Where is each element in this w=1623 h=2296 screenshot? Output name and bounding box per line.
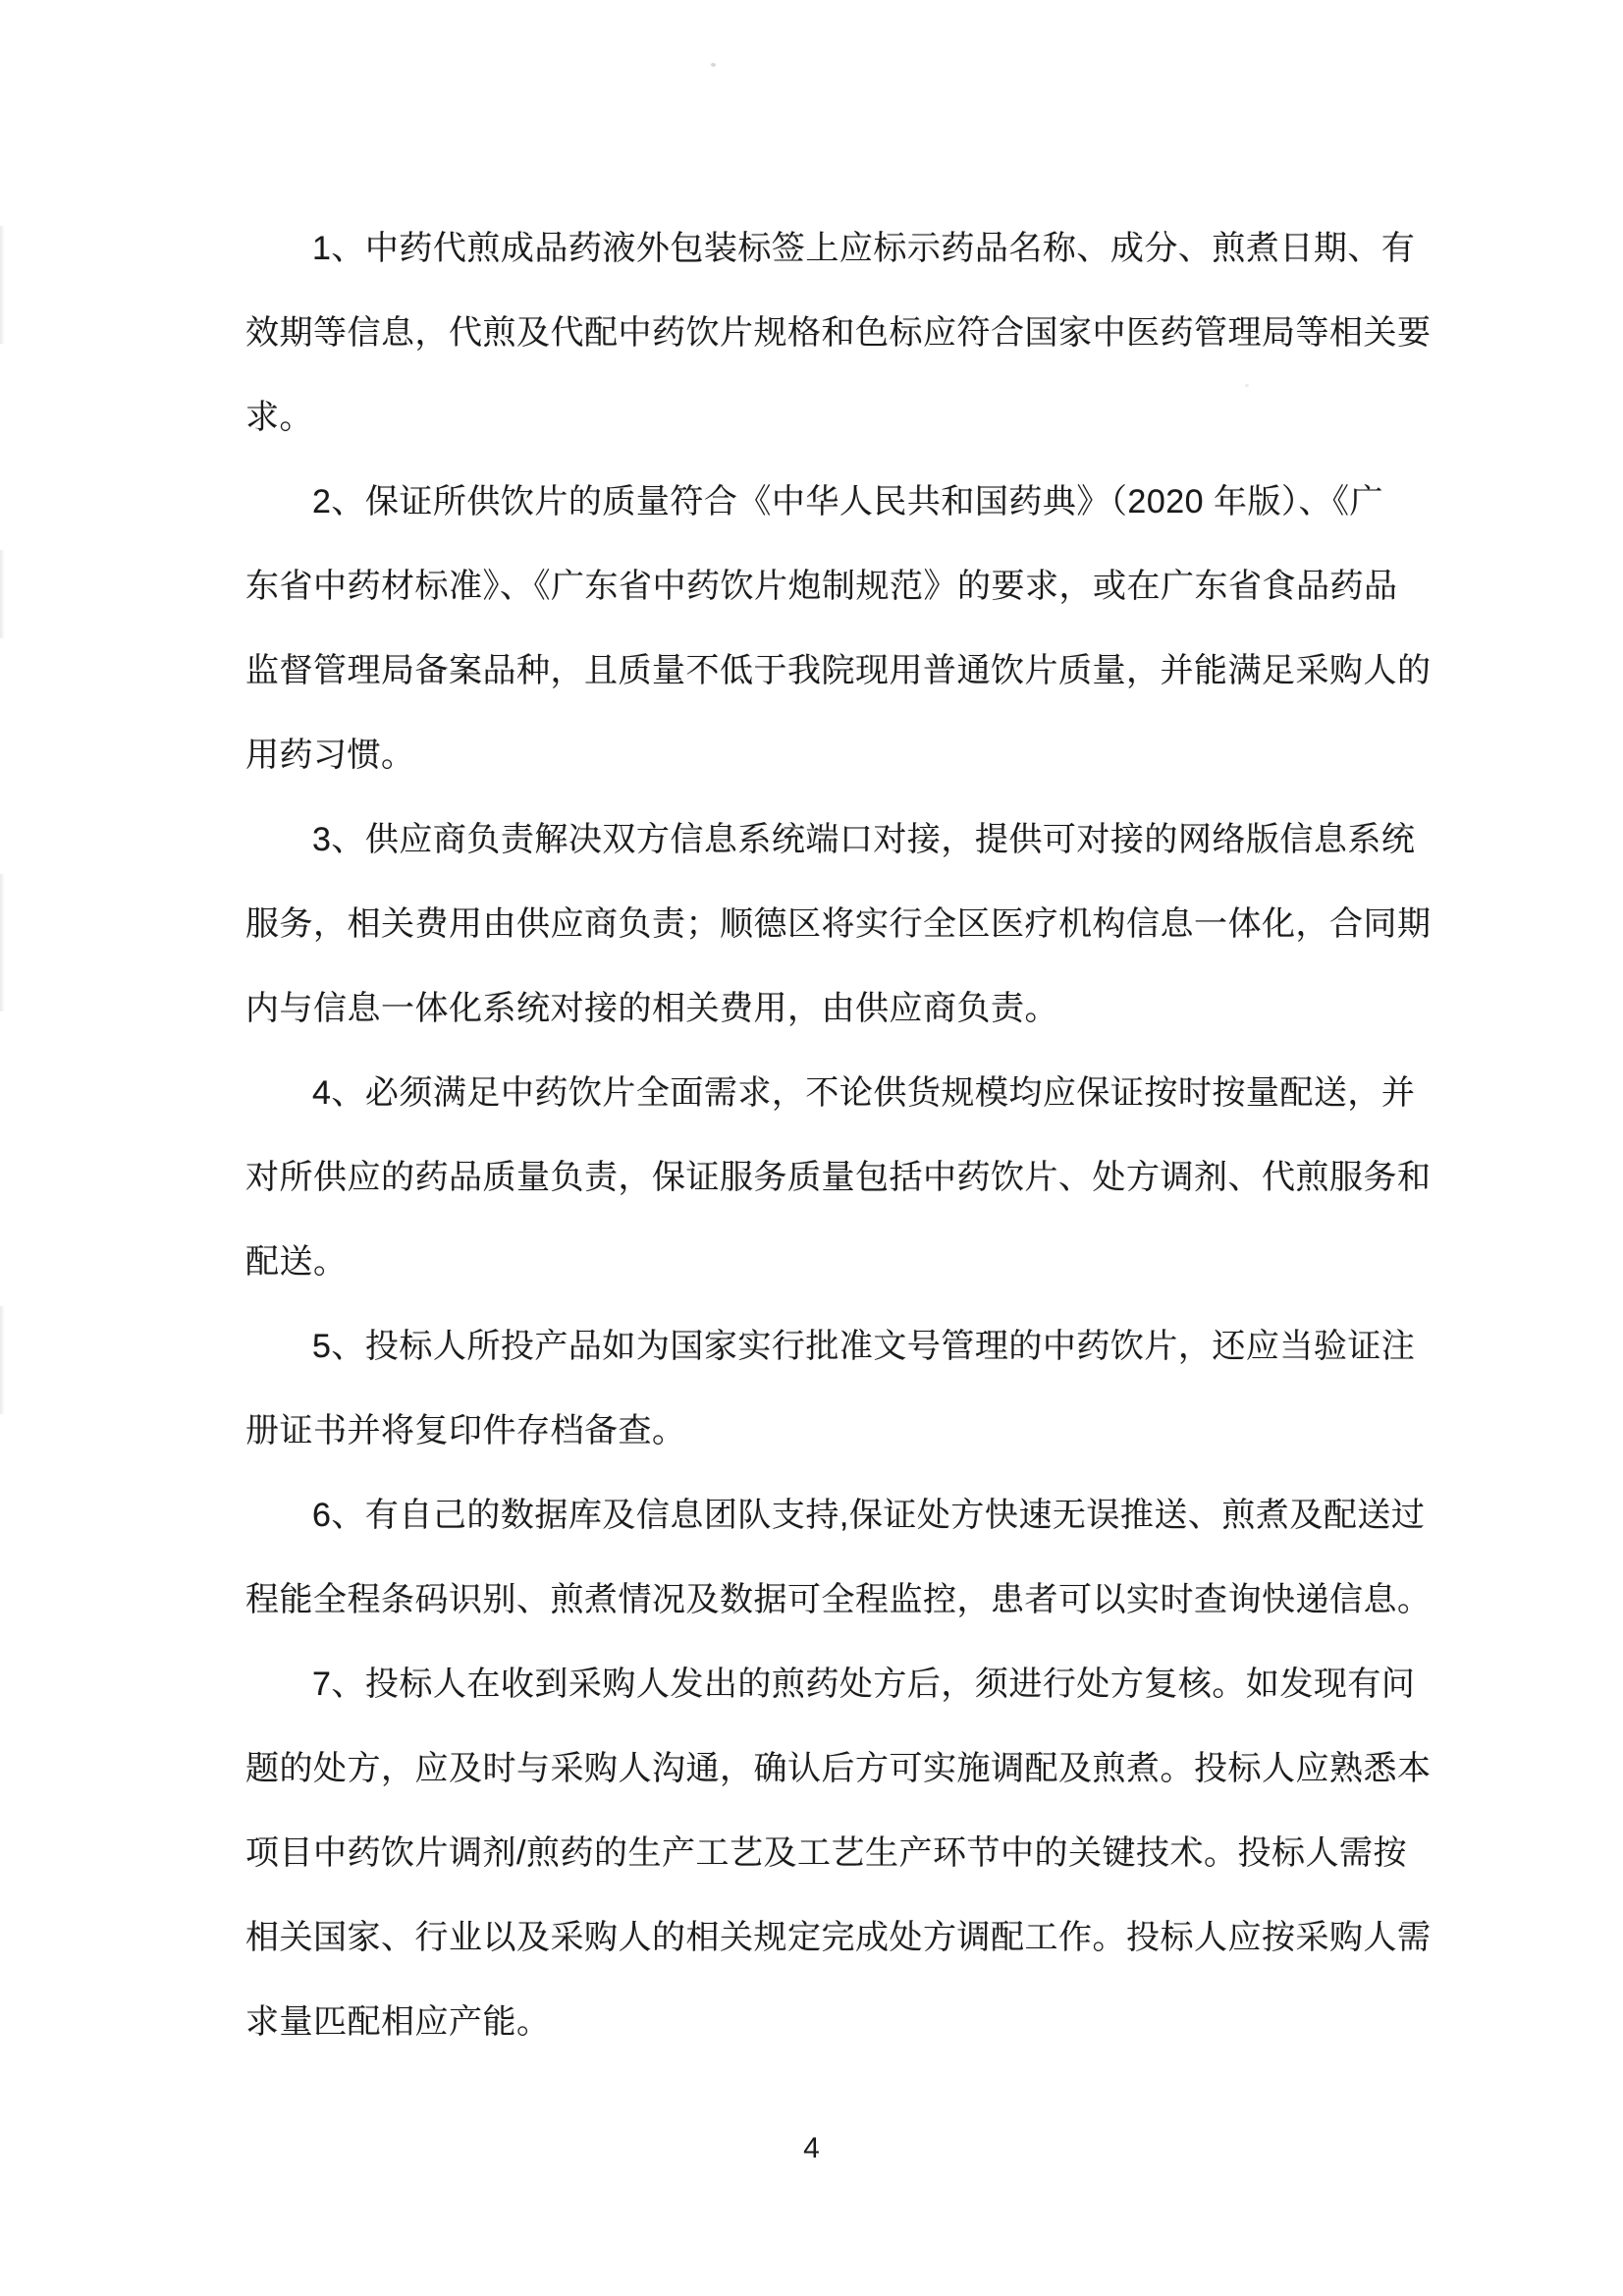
text-line: 对所供应的药品质量负责，保证服务质量包括中药饮片、处方调剂、代煎服务和 [245, 1159, 1432, 1196]
text-line: 7、投标人在收到采购人发出的煎药处方后，须进行处方复核。如发现有问 [312, 1666, 1416, 1703]
text-line: 效期等信息，代煎及代配中药饮片规格和色标应符合国家中医药管理局等相关要 [245, 314, 1432, 352]
text-line: 监督管理局备案品种，且质量不低于我院现用普通饮片质量，并能满足采购人的 [245, 652, 1432, 689]
text-line: 用药习惯。 [245, 737, 415, 774]
scan-edge-artifact [0, 550, 5, 638]
text-line: 5、投标人所投产品如为国家实行批准文号管理的中药饮片，还应当验证注 [312, 1328, 1416, 1365]
text-line: 程能全程条码识别、煎煮情况及数据可全程监控，患者可以实时查询快递信息。 [245, 1581, 1432, 1618]
document-body [245, 206, 1492, 2064]
text-line: 1、中药代煎成品药液外包装标签上应标示药品名称、成分、煎煮日期、有 [312, 230, 1416, 267]
text-line: 东省中药材标准》、《广东省中药饮片炮制规范》的要求，或在广东省食品药品 [245, 568, 1398, 605]
scan-edge-artifact [0, 1306, 5, 1414]
text-line: 配送。 [245, 1243, 348, 1281]
text-line: 内与信息一体化系统对接的相关费用，由供应商负责。 [245, 990, 1058, 1027]
text-line: 求量匹配相应产能。 [245, 2003, 551, 2041]
text-line: 4、必须满足中药饮片全面需求，不论供货规模均应保证按时按量配送，并 [312, 1074, 1416, 1112]
scan-edge-artifact [0, 226, 5, 344]
text-line: 相关国家、行业以及采购人的相关规定完成处方调配工作。投标人应按采购人需 [245, 1919, 1432, 1956]
text-line: 2、保证所供饮片的质量符合《中华人民共和国药典》（2020 年版）、《广 [312, 483, 1383, 520]
text-line: 册证书并将复印件存档备查。 [245, 1412, 686, 1449]
text-line: 项目中药饮片调剂/煎药的生产工艺及工艺生产环节中的关键技术。投标人需按 [245, 1834, 1407, 1872]
scan-speck-artifact [711, 63, 716, 67]
text-line: 3、供应商负责解决双方信息系统端口对接，提供可对接的网络版信息系统 [312, 821, 1416, 858]
scan-edge-artifact [0, 874, 5, 1011]
text-line: 6、有自己的数据库及信息团队支持,保证处方快速无误推送、煎煮及配送过 [312, 1497, 1426, 1534]
text-line: 求。 [245, 399, 313, 436]
page-number: 4 [803, 2132, 820, 2164]
text-line: 题的处方，应及时与采购人沟通，确认后方可实施调配及煎煮。投标人应熟悉本 [245, 1750, 1432, 1787]
text-line: 服务，相关费用由供应商负责；顺德区将实行全区医疗机构信息一体化，合同期 [245, 905, 1432, 943]
